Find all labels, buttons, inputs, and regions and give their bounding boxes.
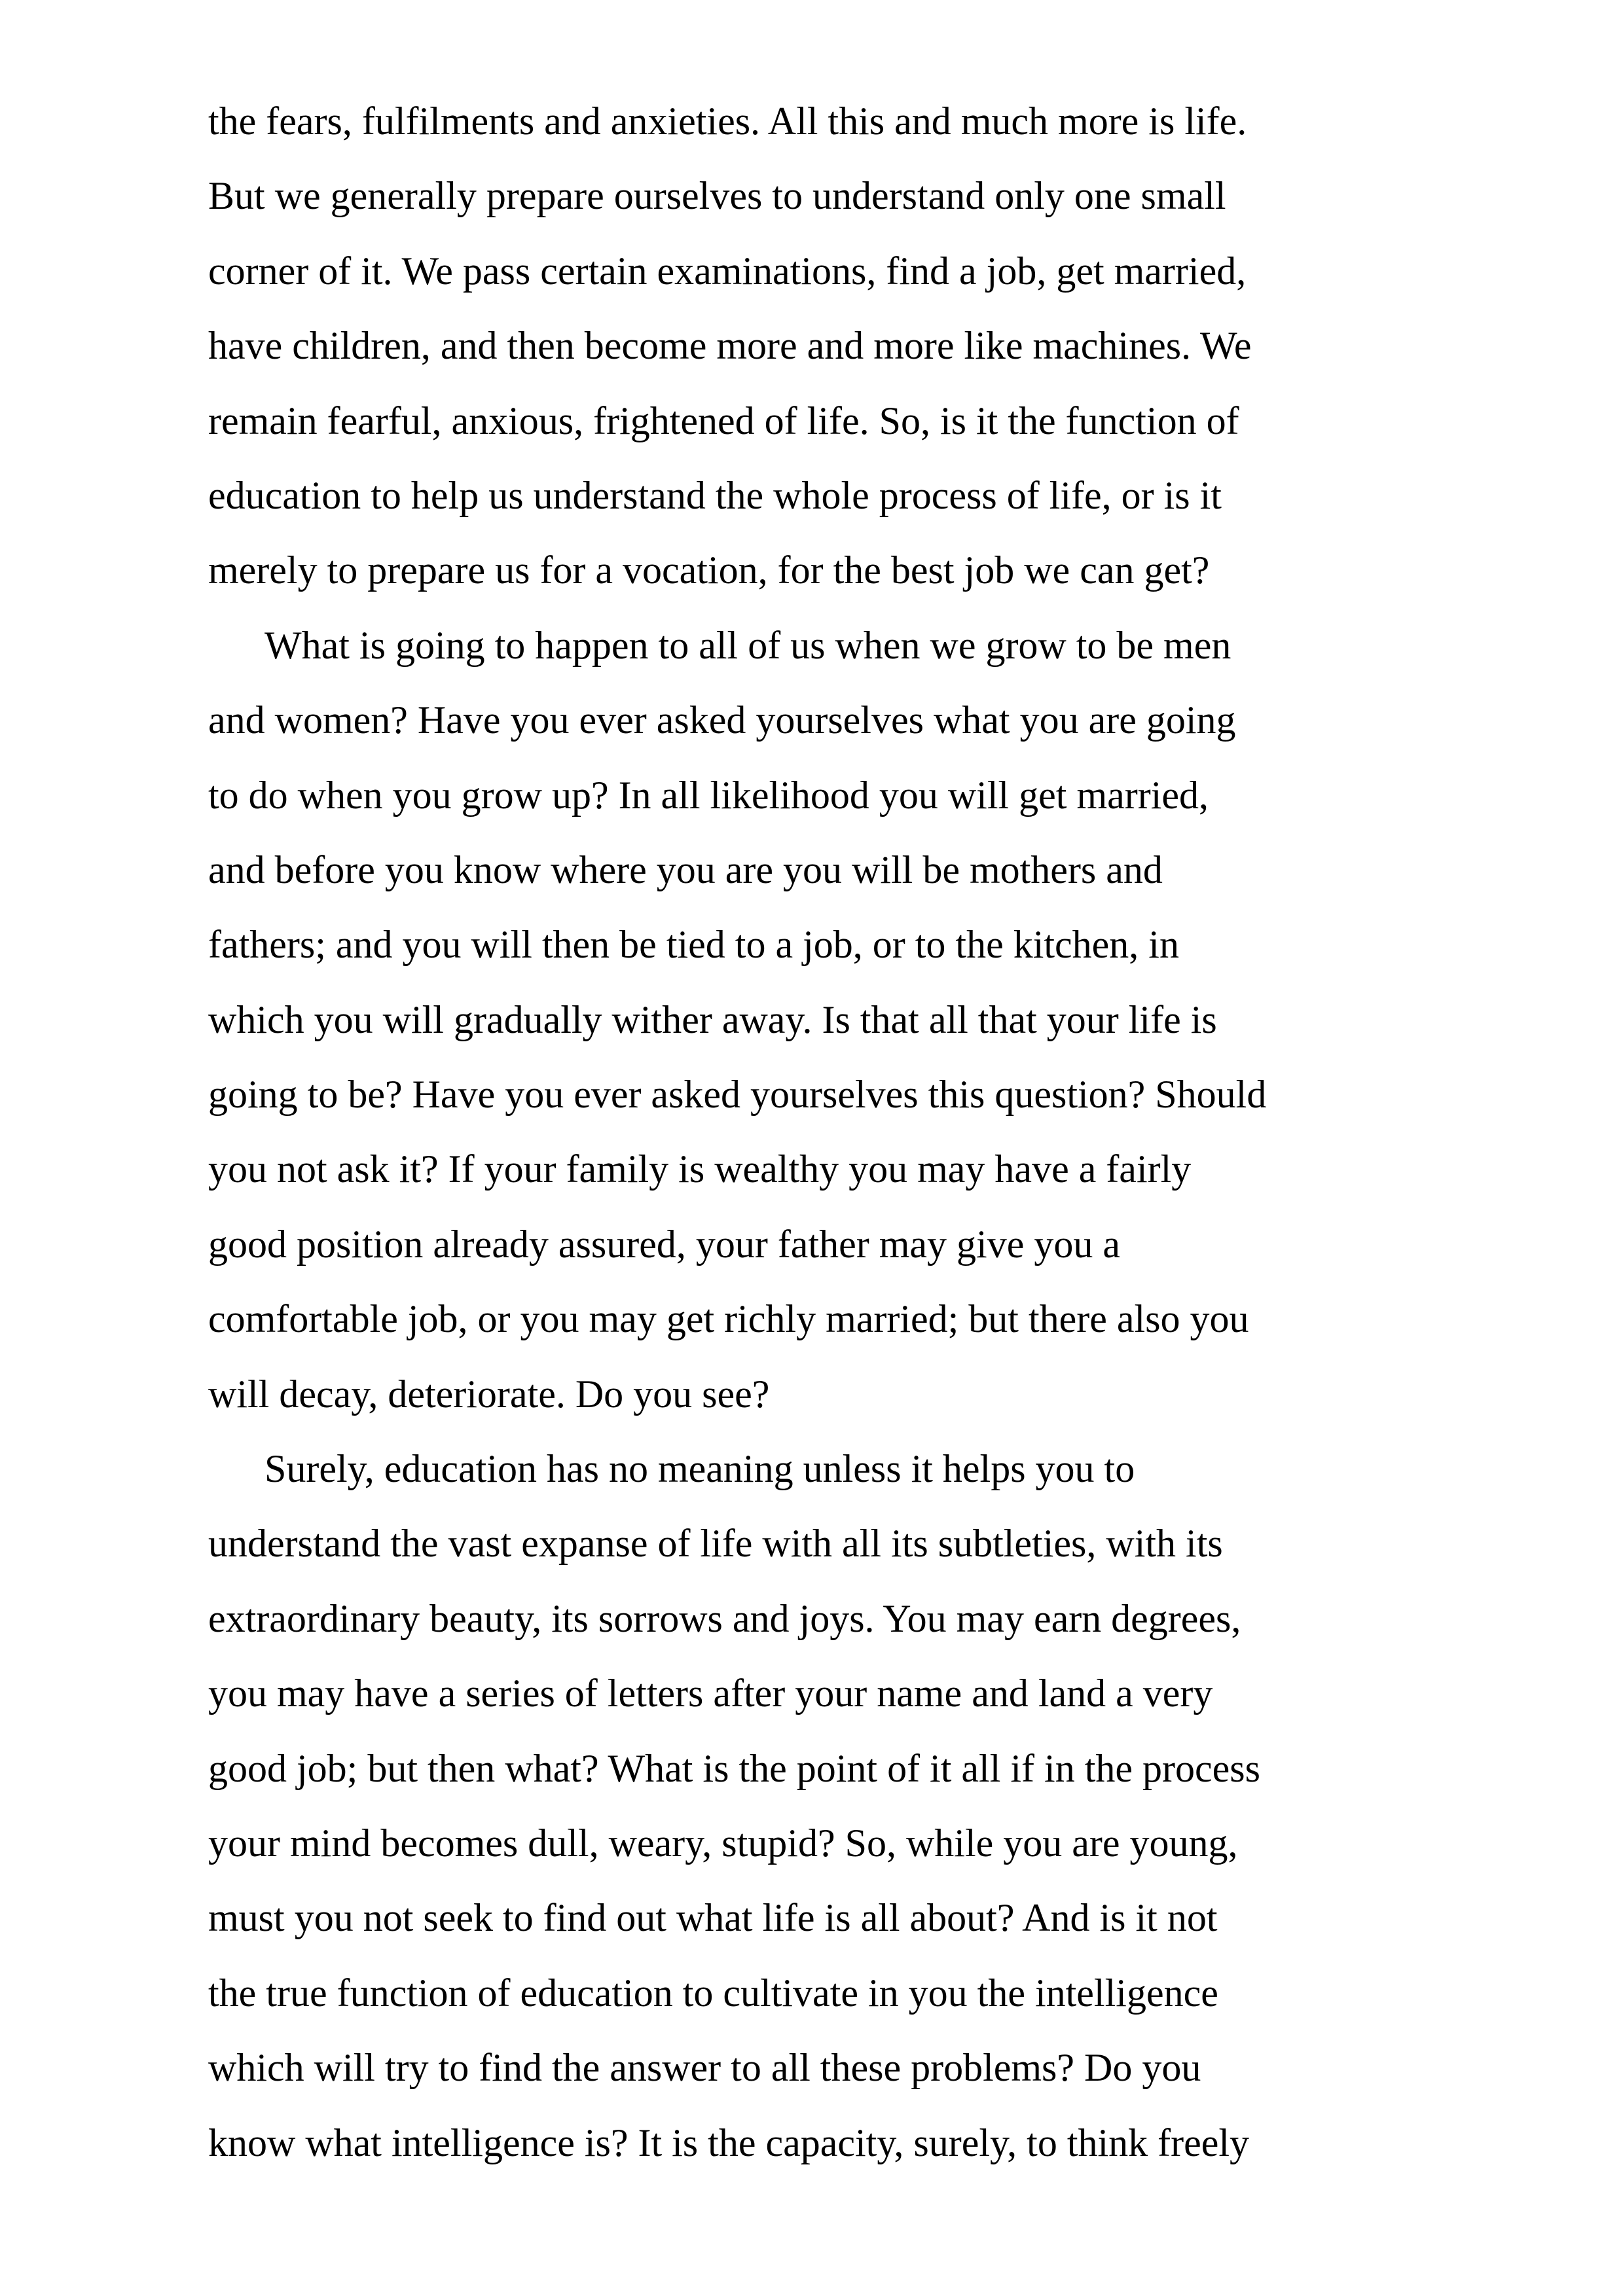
text-line: education to help us understand the whole process of life, or is it: [208, 473, 1222, 517]
text-line: good position already assured, your father may give you a: [208, 1222, 1120, 1266]
text-line: remain fearful, anxious, frightened of life. So, is it the function of: [208, 399, 1239, 442]
text-line: have children, and then become more and more like machines. We: [208, 324, 1252, 368]
text-line: corner of it. We pass certain examinations, find a job, get married,: [208, 249, 1247, 293]
text-line: must you not seek to find out what life is all about? And is it not: [208, 1896, 1218, 1940]
text-line: fathers; and you will then be tied to a job, or to the kitchen, in: [208, 923, 1179, 967]
text-line: and before you know where you are you will be mothers and: [208, 848, 1163, 891]
text-line: which you will gradually wither away. Is that all that your life is: [208, 997, 1217, 1041]
paragraph-start-line: Surely, education has no meaning unless it helps you to: [264, 1447, 1135, 1491]
text-line: and women? Have you ever asked yourselves what you are going: [208, 698, 1236, 742]
text-line: you may have a series of letters after your name and land a very: [208, 1672, 1213, 1715]
body-text: [208, 84, 1452, 2180]
text-line: you not ask it? If your family is wealthy you may have a fairly: [208, 1147, 1192, 1191]
text-line: know what intelligence is? It is the capacity, surely, to think freely: [208, 2121, 1250, 2164]
text-line: will decay, deteriorate. Do you see?: [208, 1372, 770, 1416]
text-line: extraordinary beauty, its sorrows and joys. You may earn degrees,: [208, 1596, 1241, 1640]
text-line: But we generally prepare ourselves to understand only one small: [208, 174, 1226, 218]
text-line: the fears, fulfilments and anxieties. All this and much more is life.: [208, 99, 1247, 143]
text-line: going to be? Have you ever asked yourselves this question? Should: [208, 1073, 1267, 1117]
text-line: comfortable job, or you may get richly married; but there also you: [208, 1297, 1249, 1341]
text-line: good job; but then what? What is the point of it all if in the process: [208, 1746, 1260, 1790]
text-line: which will try to find the answer to all these problems? Do you: [208, 2046, 1201, 2090]
text-line: the true function of education to cultivate in you the intelligence: [208, 1971, 1218, 2015]
text-line: merely to prepare us for a vocation, for the best job we can get?: [208, 548, 1210, 592]
paragraph-start-line: What is going to happen to all of us when we grow to be men: [264, 623, 1231, 667]
text-line: your mind becomes dull, weary, stupid? So, while you are young,: [208, 1821, 1238, 1865]
text-line: to do when you grow up? In all likelihood you will get married,: [208, 773, 1209, 817]
text-line: understand the vast expanse of life with all its subtleties, with its: [208, 1522, 1223, 1566]
